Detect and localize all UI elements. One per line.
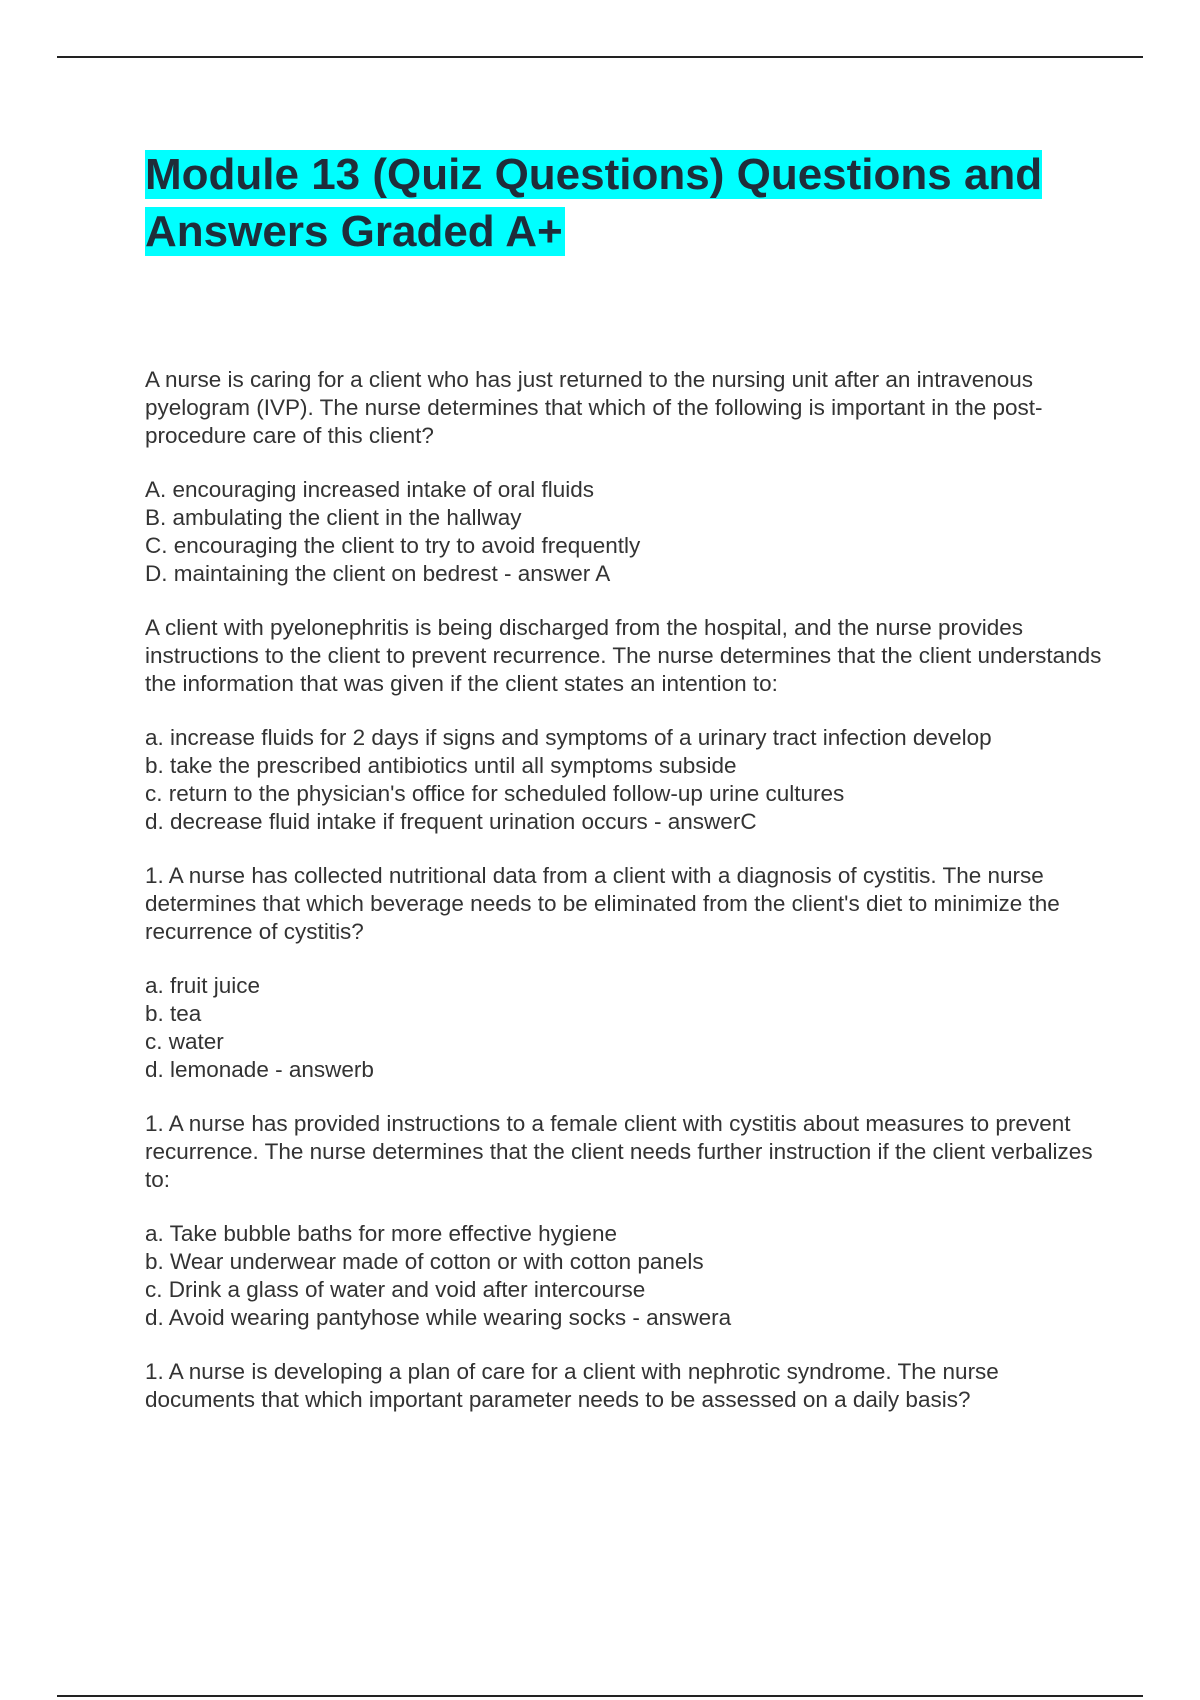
question-stem: 1. A nurse has provided instructions to a female client with cystitis about measures to prevent recurrence. The nurse determines that the client needs further instruction if the client verbalizes to: <box>145 1111 1093 1192</box>
option: b. tea <box>145 1001 202 1026</box>
question-stem: A client with pyelonephritis is being discharged from the hospital, and the nurse provides instructions to the client to prevent recurrence. The nurse determines that the client understands the information that was given if the client states an intention to: <box>145 615 1102 696</box>
option: a. fruit juice <box>145 973 261 998</box>
option: b. Wear underwear made of cotton or with cotton panels <box>145 1249 704 1274</box>
bottom-rule <box>57 1695 1143 1697</box>
option: a. Take bubble baths for more effective hygiene <box>145 1221 617 1246</box>
option: a. increase fluids for 2 days if signs and symptoms of a urinary tract infection develop <box>145 725 992 750</box>
option-list <box>145 972 1105 1084</box>
question-2 <box>145 614 1105 836</box>
option: C. encouraging the client to try to avoid frequently <box>145 533 641 558</box>
option: d. Avoid wearing pantyhose while wearing socks - answera <box>145 1305 732 1330</box>
question-stem: A nurse is caring for a client who has just returned to the nursing unit after an intravenous pyelogram (IVP). The nurse determines that which of the following is important in the post-procedure care of this client? <box>145 367 1043 448</box>
question-5 <box>145 1358 1105 1414</box>
top-rule <box>57 56 1143 58</box>
question-1 <box>145 366 1105 588</box>
option: D. maintaining the client on bedrest - answer A <box>145 561 611 586</box>
option-list <box>145 476 1105 588</box>
option: c. water <box>145 1029 224 1054</box>
question-4 <box>145 1110 1105 1332</box>
question-stem: 1. A nurse has collected nutritional data from a client with a diagnosis of cystitis. The nurse determines that which beverage needs to be eliminated from the client's diet to minimize the recurrence of cystitis? <box>145 863 1060 944</box>
option-list <box>145 1220 1105 1332</box>
option: B. ambulating the client in the hallway <box>145 505 522 530</box>
question-stem: 1. A nurse is developing a plan of care for a client with nephrotic syndrome. The nurse documents that which important parameter needs to be assessed on a daily basis? <box>145 1359 999 1412</box>
document-body <box>145 366 1105 1440</box>
title-highlight: Module 13 (Quiz Questions) Questions and Answers Graded A+ <box>145 150 1043 256</box>
question-3 <box>145 862 1105 1084</box>
option-list <box>145 724 1105 836</box>
option: d. decrease fluid intake if frequent urination occurs - answerC <box>145 809 757 834</box>
document-title <box>145 146 1085 260</box>
option: A. encouraging increased intake of oral fluids <box>145 477 595 502</box>
option: d. lemonade - answerb <box>145 1057 374 1082</box>
option: c. Drink a glass of water and void after intercourse <box>145 1277 646 1302</box>
option: b. take the prescribed antibiotics until all symptoms subside <box>145 753 737 778</box>
option: c. return to the physician's office for scheduled follow-up urine cultures <box>145 781 845 806</box>
